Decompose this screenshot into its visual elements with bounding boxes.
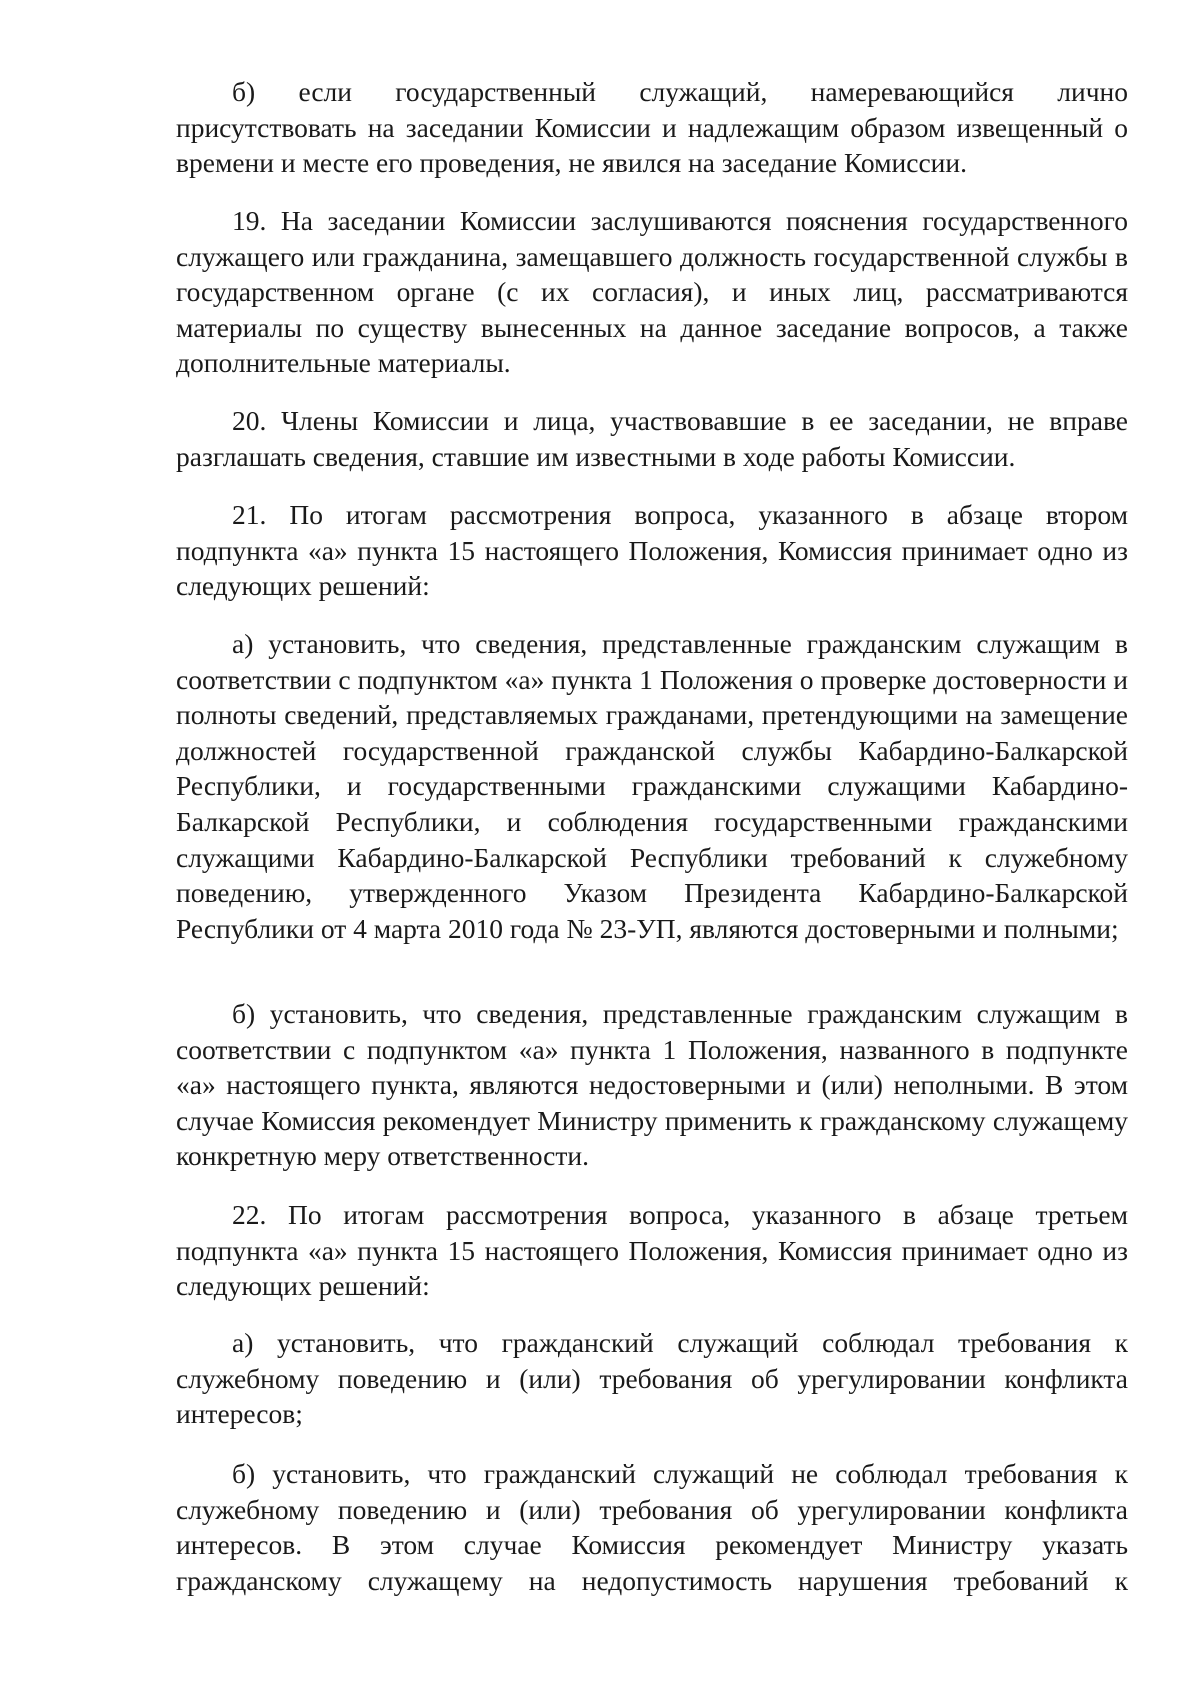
paragraph-22a [176,1325,1128,1432]
paragraph-text: б) установить, что гражданский служащий не соблюдал требования к служебному поведению и (или) требования об урегулировании конфликта интересов. В этом случае Комиссия рекомендует Министру указать гражданскому служащему на недопустимость нарушения требований к [176,1458,1128,1596]
paragraph-21 [176,497,1128,604]
paragraph-text: а) установить, что гражданский служащий соблюдал требования к служебному поведению и (или) требования об урегулировании конфликта интересов; [176,1327,1128,1430]
paragraph-21a [176,626,1128,946]
paragraph-18b [176,74,1128,181]
paragraph-21b [176,996,1128,1174]
paragraph-20 [176,403,1128,474]
paragraph-text: б) если государственный служащий, намеревающийся лично присутствовать на заседании Комиссии и надлежащим образом извещенный о времени и месте его проведения, не явился на заседание Комиссии. [176,76,1128,179]
paragraph-text: б) установить, что сведения, представленные гражданским служащим в соответствии с подпунктом «а» пункта 1 Положения, названного в подпункте «а» настоящего пункта, являются недостоверными и (или) неполными. В этом случае Комиссия рекомендует Министру применить к гражданскому служащему конкретную меру ответственности. [176,998,1128,1172]
paragraph-text: 22. По итогам рассмотрения вопроса, указанного в абзаце третьем подпункта «а» пункта 15 настоящего Положения, Комиссия принимает одно из следующих решений: [176,1199,1128,1302]
paragraph-text: а) установить, что сведения, представленные гражданским служащим в соответствии с подпунктом «а» пункта 1 Положения о проверке достоверности и полноты сведений, представляемых гражданами, претендующими на замещение должностей государственной гражданской службы Кабардино-Балкарской Республики, и государственными гражданскими служащими Кабардино-Балкарской Республики, и соблюдения государственными гражданскими служащими Кабардино-Балкарской Республики требований к служебному поведению, утвержденного Указом Президента Кабардино-Балкарской Республики от 4 марта 2010 года № 23-УП, являются достоверными и полными; [176,628,1128,944]
paragraph-text: 20. Члены Комиссии и лица, участвовавшие в ее заседании, не вправе разглашать сведения, ставшие им известными в ходе работы Комиссии. [176,405,1128,472]
paragraph-text: 21. По итогам рассмотрения вопроса, указанного в абзаце втором подпункта «а» пункта 15 настоящего Положения, Комиссия принимает одно из следующих решений: [176,499,1128,602]
paragraph-22b [176,1456,1128,1598]
paragraph-22 [176,1197,1128,1304]
paragraph-text: 19. На заседании Комиссии заслушиваются пояснения государственного служащего или гражданина, замещавшего должность государственной службы в государственном органе (с их согласия), и иных лиц, рассматриваются материалы по существу вынесенных на данное заседание вопросов, а также дополнительные материалы. [176,205,1128,379]
paragraph-19 [176,203,1128,381]
